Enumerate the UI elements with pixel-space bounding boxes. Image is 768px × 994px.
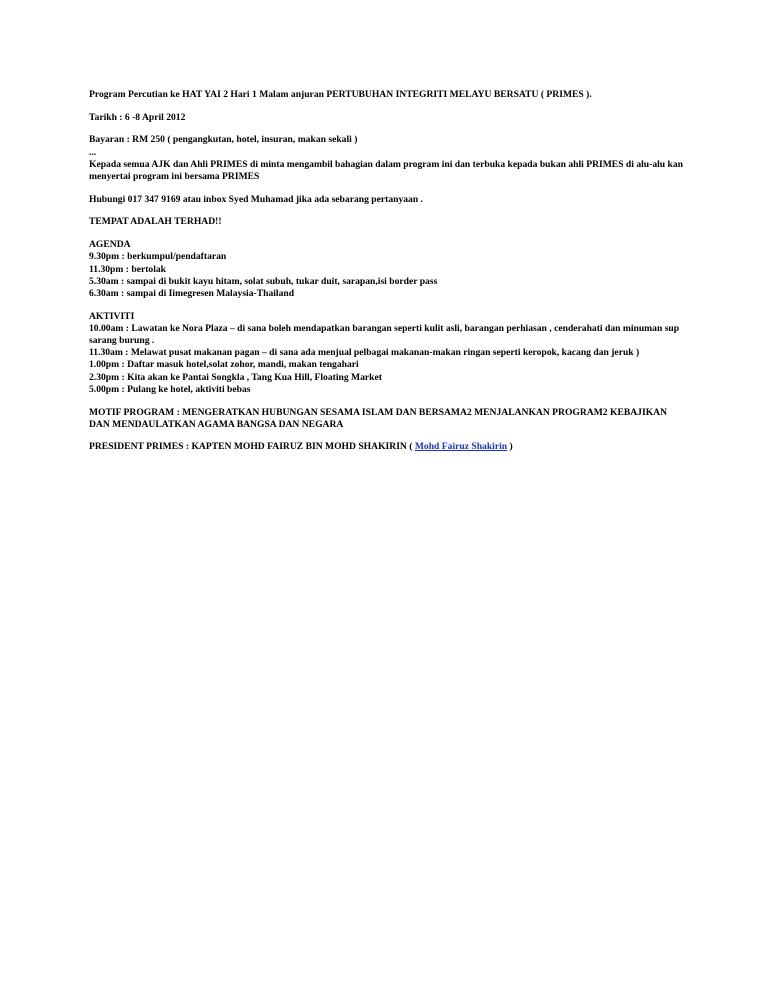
contact-info: Hubungi 017 347 9169 atau inbox Syed Muhamad jika ada sebarang pertanyaan . (89, 193, 423, 205)
agenda-item: 5.30am : sampai di bukit kayu hitam, solat subuh, tukar duit, sarapan,isi border pass (89, 275, 438, 287)
president-line (89, 441, 689, 453)
agenda-item: 6.30am : sampai di Iimegresen Malaysia-Thailand (89, 287, 295, 299)
payment-paragraph (89, 134, 689, 183)
limited-seats-notice: TEMPAT ADALAH TERHAD!! (89, 216, 222, 228)
title-paragraph (89, 89, 689, 101)
activities-heading: AKTIVITI (89, 310, 135, 322)
agenda-item: 11.30pm : bertolak (89, 263, 167, 275)
president-profile-link[interactable]: Mohd Fairuz Shakirin (414, 441, 508, 453)
activity-item: 10.00am : Lawatan ke Nora Plaza – di sana boleh mendapatkan barangan seperti kulit asli, barangan perhiasan , cenderahati dan minuman sup sarang burung . (89, 322, 680, 347)
program-motive: MOTIF PROGRAM : MENGERATKAN HUBUNGAN SESAMA ISLAM DAN BERSAMA2 MENJALANKAN PROGRAM2 KEBAJIKAN DAN MENDAULATKAN AGAMA BANGSA DAN NEGARA (89, 406, 668, 430)
activity-item: 11.30am : Melawat pusat makanan pagan – di sana ada menjual pelbagai makanan-makan ringan seperti keropok, kacang dan jeruk ) (89, 347, 640, 359)
agenda-section (89, 239, 689, 300)
activity-item: 2.30pm : Kita akan ke Pantai Songkla , Tang Kua Hill, Floating Market (89, 371, 382, 383)
contact-paragraph (89, 194, 689, 206)
activity-item: 1.00pm : Daftar masuk hotel,solat zohor, mandi, makan tengahari (89, 359, 359, 371)
date-paragraph (89, 112, 689, 124)
program-title: Program Percutian ke HAT YAI 2 Hari 1 Malam anjuran PERTUBUHAN INTEGRITI MELAYU BERSATU ( PRIMES ). (89, 89, 592, 100)
program-date: Tarikh : 6 -8 April 2012 (89, 111, 186, 123)
agenda-heading: AGENDA (89, 239, 131, 251)
ellipsis-text: ... (89, 146, 97, 158)
payment-info: Bayaran : RM 250 ( pengangkutan, hotel, insuran, makan sekali ) (89, 134, 358, 146)
president-suffix: ) (507, 441, 513, 453)
motive-paragraph (89, 407, 689, 431)
agenda-item: 9.30pm : berkumpul/pendaftaran (89, 251, 227, 263)
invitation-text: Kepada semua AJK dan Ahli PRIMES di minta mengambil bahagian dalam program ini dan terbuka kepada bukan ahli PRIMES di alu-alu kan menyertai program ini bersama PRIMES (89, 158, 683, 183)
president-prefix: PRESIDENT PRIMES : KAPTEN MOHD FAIRUZ BIN MOHD SHAKIRIN ( (89, 441, 415, 453)
limited-paragraph (89, 216, 689, 228)
activity-item: 5.00pm : Pulang ke hotel, aktiviti bebas (89, 383, 251, 395)
document-page (89, 89, 689, 464)
activities-section (89, 311, 689, 396)
president-paragraph (89, 441, 689, 453)
